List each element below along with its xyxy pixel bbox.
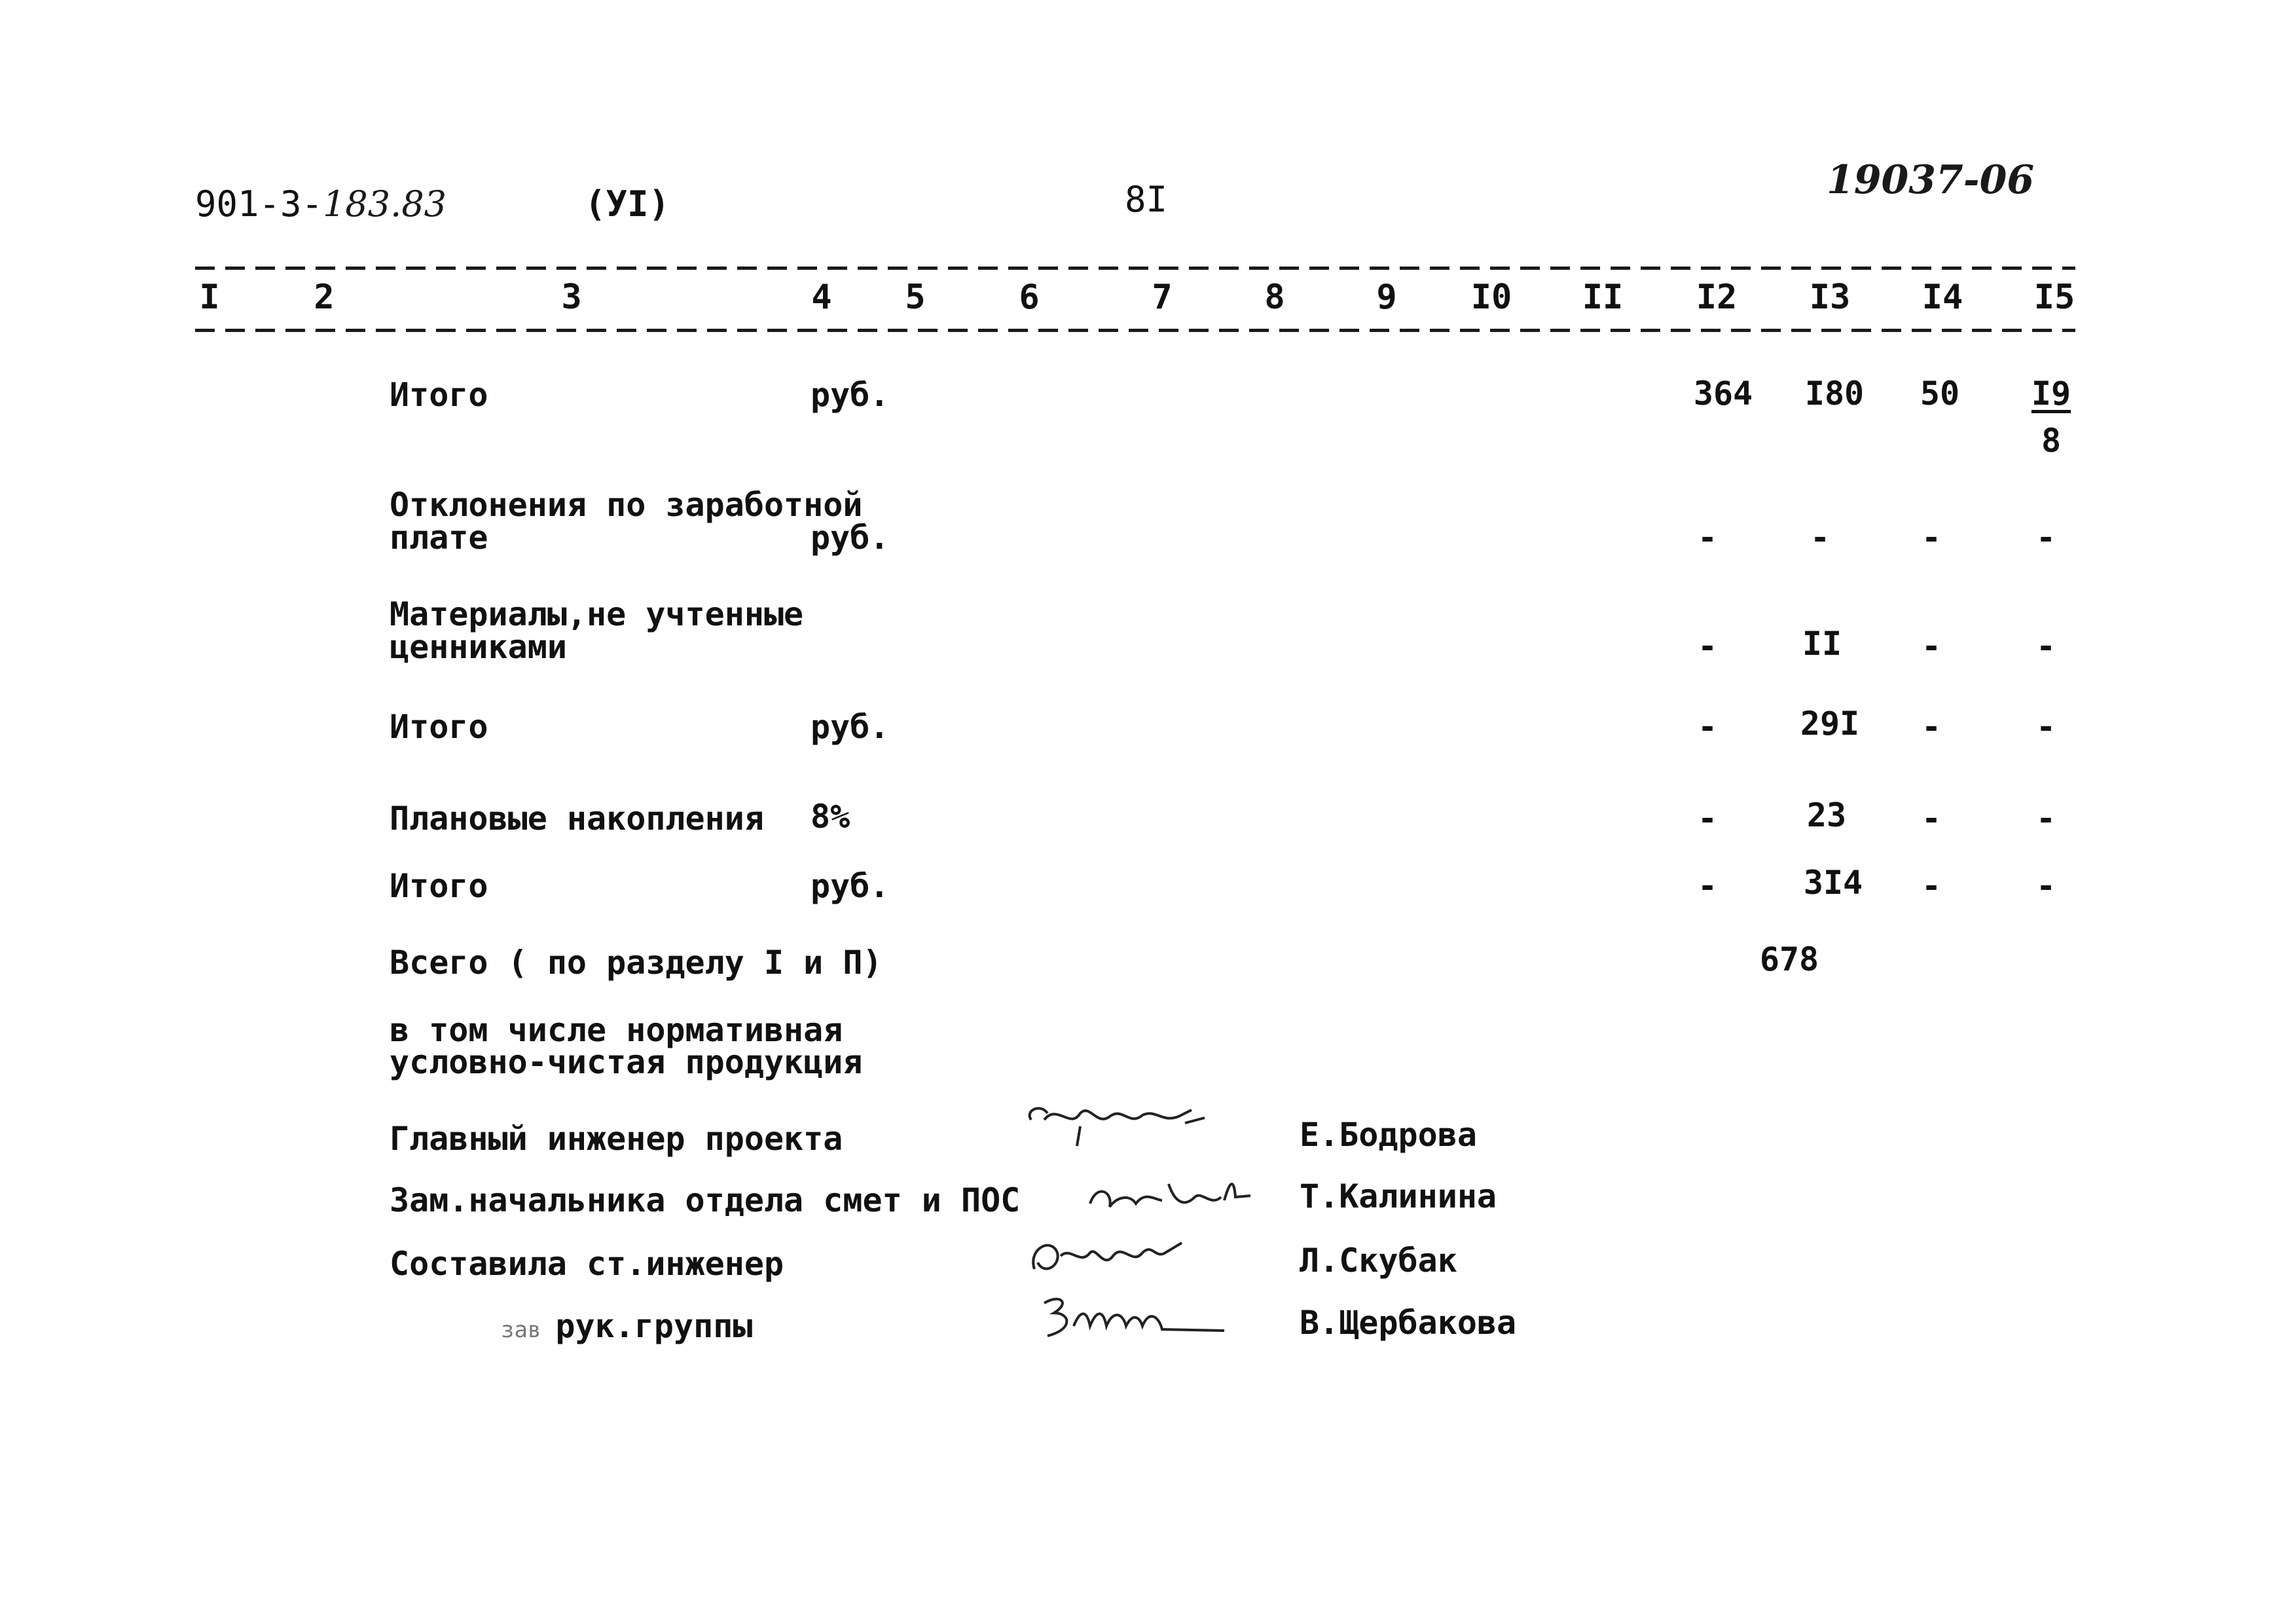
cell-col15: - (2035, 708, 2056, 746)
column-number: 6 (1019, 278, 1040, 317)
column-number: II (1582, 278, 1624, 317)
column-number: I0 (1470, 278, 1512, 317)
cell-col12: - (1697, 627, 1718, 665)
cell-col14: 50 (1920, 375, 1960, 413)
including-line1: в том числе нормативная (390, 1011, 843, 1049)
including-line2: условно-чистая продукция (390, 1043, 863, 1081)
signer-name: В.Щербакова (1300, 1304, 1517, 1342)
cell-col13: I80 (1804, 375, 1865, 413)
header-rule-top (195, 267, 2075, 270)
column-number: I4 (1922, 278, 1963, 317)
column-number: I3 (1809, 278, 1851, 317)
row-unit: руб. (811, 519, 890, 557)
section-label: (УI) (585, 183, 670, 225)
signature-role: Главный инженер проекта (390, 1120, 843, 1158)
column-number: I2 (1696, 278, 1738, 317)
signature-role: Составила ст.инженер (390, 1245, 784, 1283)
row-unit: руб. (811, 376, 890, 414)
cell-col12: - (1697, 708, 1718, 746)
column-number: 9 (1376, 278, 1397, 317)
signature-role: Зам.начальника отдела смет и ПОС (390, 1181, 1021, 1219)
cell-col12: 364 (1693, 375, 1753, 413)
cell-col13: 3I4 (1803, 864, 1863, 902)
cell-col15: - (2035, 800, 2056, 838)
cell-col14: - (1921, 800, 1942, 838)
signer-name: Т.Калинина (1300, 1177, 1497, 1215)
row-label-line1: Материалы,не учтенные (390, 595, 804, 633)
signature-role (501, 1307, 753, 1345)
cell-col13: 23 (1806, 796, 1847, 834)
cell-col15: - (2035, 867, 2056, 905)
row-label: Плановые накопления (390, 800, 764, 838)
total-value: 678 (1759, 940, 1819, 978)
total-label: Всего ( по разделу I и П) (390, 944, 883, 982)
row-unit: руб. (811, 708, 890, 746)
cell-col15: I9 (2031, 375, 2071, 413)
row-label-line1: Отклонения по заработной (390, 486, 863, 524)
cell-col15: - (2035, 519, 2056, 557)
archive-number: 19037-06 (1827, 157, 2035, 203)
page-number: 8I (1125, 179, 1168, 220)
column-number: 8 (1264, 278, 1285, 317)
column-number: 3 (561, 278, 582, 317)
cell-col13: - (1810, 519, 1831, 557)
row-label: Итого (390, 867, 488, 905)
column-number: 5 (905, 278, 926, 317)
signature-role-prefix: зав (501, 1317, 541, 1343)
cell-col14: - (1921, 519, 1942, 557)
cell-col13: II (1802, 625, 1842, 663)
header-rule-bottom (195, 329, 2075, 332)
cell-col14: - (1921, 627, 1942, 665)
signer-name: Л.Скубак (1300, 1242, 1457, 1280)
cell-col14: - (1921, 708, 1942, 746)
row-unit: руб. (811, 867, 890, 905)
column-number: 4 (811, 278, 832, 317)
row-label-line2: ценниками (390, 628, 567, 666)
row-label-line2: плате (390, 519, 488, 557)
row-label: Итого (390, 708, 488, 746)
document-code (195, 183, 447, 225)
column-number: I5 (2033, 278, 2075, 317)
signature-role-text: рук.группы (555, 1307, 753, 1345)
document-code-printed: 901-3- (195, 183, 323, 225)
column-number: 2 (314, 278, 335, 317)
cell-col14: - (1921, 867, 1942, 905)
cell-col12: - (1697, 519, 1718, 557)
column-number: I (199, 278, 220, 317)
document-code-handwritten: 183.83 (323, 183, 447, 225)
column-number: 7 (1152, 278, 1173, 317)
cell-col12: - (1697, 867, 1718, 905)
cell-col13: 29I (1800, 705, 1860, 743)
cell-col15-second: 8 (2041, 422, 2062, 460)
signature-image (1034, 1283, 1250, 1342)
cell-col15: - (2035, 627, 2056, 665)
signature-image (1025, 1223, 1241, 1282)
cell-col12: - (1697, 800, 1718, 838)
signature-image (1018, 1090, 1234, 1149)
row-label: Итого (390, 376, 488, 414)
row-unit: 8% (811, 798, 850, 836)
signature-image (1084, 1164, 1300, 1223)
signer-name: Е.Бодрова (1300, 1116, 1477, 1154)
